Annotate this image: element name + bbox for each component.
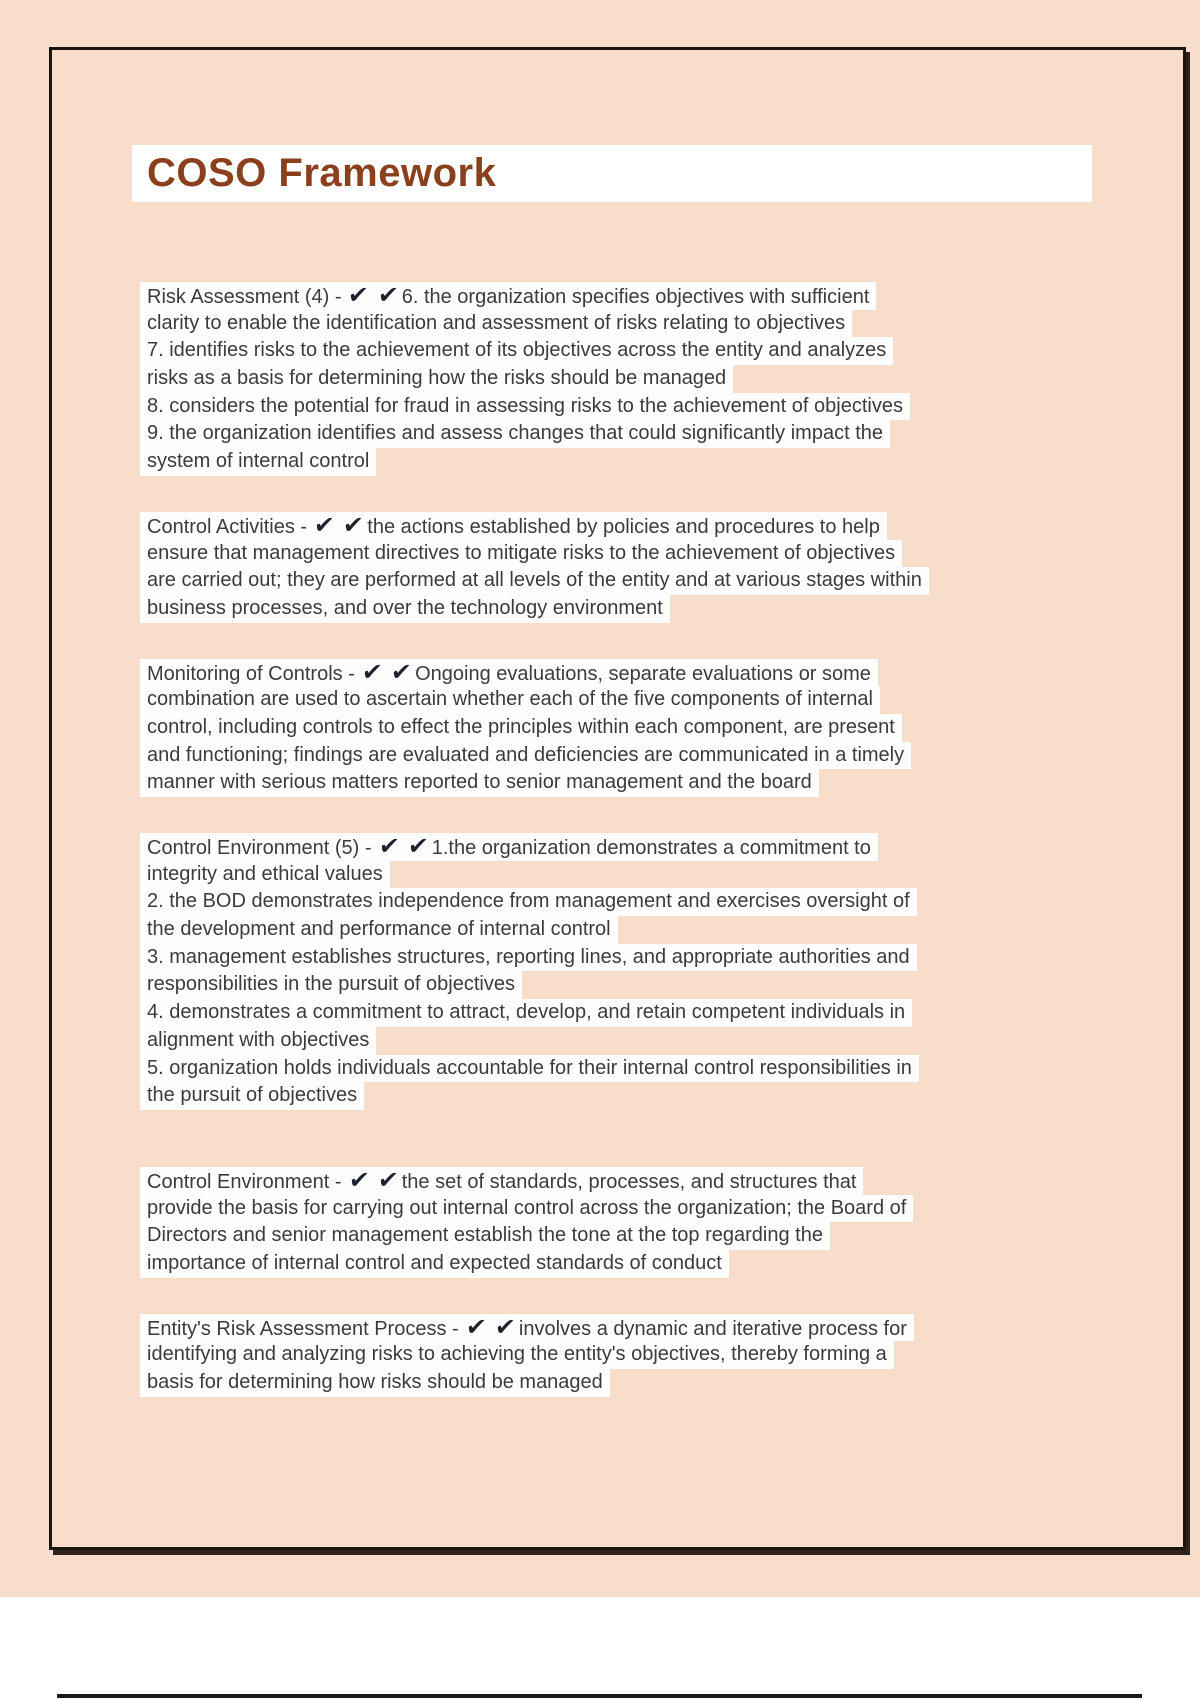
entry-line: [140, 1027, 1090, 1055]
check-icons: [377, 832, 430, 860]
highlight: manner with serious matters reported to senior management and the board: [140, 769, 819, 797]
check-icon: ✔: [347, 281, 371, 309]
entry-first-line: [140, 512, 1090, 540]
highlight: combination are used to ascertain whether each of the five components of internal: [140, 686, 880, 714]
definition-first-line: the set of standards, processes, and structures that: [401, 1170, 857, 1193]
definition-first-line: the actions established by policies and procedures to help: [367, 515, 880, 538]
entry-line: [140, 916, 1090, 944]
highlight: control, including controls to effect the principles within each component, are present: [140, 714, 902, 742]
highlight: clarity to enable the identification and assessment of risks relating to objectives: [140, 310, 852, 338]
definition-entry: [140, 512, 1090, 623]
highlight: [140, 659, 878, 687]
entry-first-line: [140, 1167, 1090, 1195]
entry-line: [140, 393, 1090, 421]
highlight: are carried out; they are performed at all levels of the entity and at various stages within: [140, 567, 929, 595]
highlight: and functioning; findings are evaluated and deficiencies are communicated in a timely: [140, 742, 911, 770]
entry-line: [140, 420, 1090, 448]
highlight: 8. considers the potential for fraud in assessing risks to the achievement of objectives: [140, 393, 910, 421]
term-label: Control Environment (5) -: [147, 837, 372, 859]
entry-line: [140, 1250, 1090, 1278]
highlight: importance of internal control and expected standards of conduct: [140, 1250, 729, 1278]
check-icon: ✔: [376, 1165, 400, 1194]
check-icon: ✔: [493, 1312, 517, 1341]
check-icon: ✔: [464, 1312, 488, 1341]
highlight: the development and performance of internal control: [140, 916, 618, 944]
entry-line: [140, 714, 1090, 742]
definitions-list: [140, 282, 1090, 1397]
entry-line: [140, 1082, 1090, 1110]
definition-first-line: 6. the organization specifies objectives with sufficient: [401, 286, 870, 308]
check-icons: [312, 510, 365, 539]
entry-line: [140, 686, 1090, 714]
entry-line: [140, 1369, 1090, 1397]
highlight: ensure that management directives to mitigate risks to the achievement of objectives: [140, 540, 902, 568]
term-label: Entity's Risk Assessment Process -: [147, 1317, 459, 1340]
highlight: 7. identifies risks to the achievement of its objectives across the entity and analyzes: [140, 337, 893, 365]
entry-line: [140, 861, 1090, 889]
entry-line: [140, 365, 1090, 393]
highlight: [140, 1167, 863, 1195]
page-title: COSO Framework: [147, 151, 497, 195]
definition-entry: [140, 1167, 1090, 1278]
check-icons: [360, 657, 413, 686]
entry-line: [140, 971, 1090, 999]
highlight: 5. organization holds individuals accountable for their internal control responsibilities in: [140, 1055, 919, 1083]
entry-line: [140, 769, 1090, 797]
entry-line: [140, 337, 1090, 365]
highlight: [140, 1314, 914, 1342]
highlight: responsibilities in the pursuit of objectives: [140, 971, 522, 999]
entry-first-line: [140, 282, 1090, 310]
highlight: 9. the organization identifies and assess changes that could significantly impact the: [140, 420, 890, 448]
title-bar: [132, 145, 1092, 202]
highlight: identifying and analyzing risks to achieving the entity's objectives, thereby forming a: [140, 1341, 894, 1369]
entry-line: [140, 567, 1090, 595]
entry-line: [140, 540, 1090, 568]
check-icon: ✔: [376, 281, 400, 309]
highlight: business processes, and over the technology environment: [140, 595, 670, 623]
next-card-top-edge: [57, 1694, 1142, 1698]
check-icon: ✔: [312, 510, 336, 539]
entry-line: [140, 742, 1090, 770]
check-icon: ✔: [360, 657, 384, 686]
check-icons: [347, 281, 400, 309]
check-icon: ✔: [341, 510, 365, 539]
definition-first-line: involves a dynamic and iterative process for: [518, 1317, 907, 1340]
entry-line: [140, 1222, 1090, 1250]
highlight: Directors and senior management establish the tone at the top regarding the: [140, 1222, 830, 1250]
entry-first-line: [140, 659, 1090, 687]
check-icon: ✔: [406, 832, 430, 860]
definition-entry: [140, 282, 1090, 476]
entry-line: [140, 448, 1090, 476]
entry-line: [140, 310, 1090, 338]
check-icons: [347, 1165, 400, 1194]
entry-line: [140, 1341, 1090, 1369]
highlight: integrity and ethical values: [140, 861, 390, 889]
entry-first-line: [140, 833, 1090, 861]
entry-first-line: [140, 1314, 1090, 1342]
term-label: Risk Assessment (4) -: [147, 286, 342, 308]
highlight: [140, 833, 878, 861]
entry-line: [140, 944, 1090, 972]
definition-first-line: Ongoing evaluations, separate evaluations or some: [415, 662, 871, 685]
check-icon: ✔: [389, 657, 413, 686]
entry-line: [140, 1055, 1090, 1083]
term-label: Control Activities -: [147, 515, 308, 538]
check-icon: ✔: [347, 1165, 371, 1194]
entry-line: [140, 595, 1090, 623]
highlight: 2. the BOD demonstrates independence from management and exercises oversight of: [140, 888, 917, 916]
highlight: the pursuit of objectives: [140, 1082, 364, 1110]
definition-entry: [140, 659, 1090, 797]
highlight: alignment with objectives: [140, 1027, 376, 1055]
highlight: provide the basis for carrying out internal control across the organization; the Board of: [140, 1195, 913, 1223]
highlight: risks as a basis for determining how the risks should be managed: [140, 365, 733, 393]
highlight: [140, 282, 876, 310]
highlight: 4. demonstrates a commitment to attract, develop, and retain competent individuals in: [140, 999, 912, 1027]
check-icon: ✔: [377, 832, 401, 860]
term-label: Control Environment -: [147, 1170, 342, 1193]
highlight: 3. management establishes structures, reporting lines, and appropriate authorities and: [140, 944, 917, 972]
definition-entry: [140, 1314, 1090, 1397]
highlight: system of internal control: [140, 448, 376, 476]
highlight: basis for determining how risks should be managed: [140, 1369, 610, 1397]
term-label: Monitoring of Controls -: [147, 662, 355, 685]
entry-line: [140, 1195, 1090, 1223]
entry-line: [140, 888, 1090, 916]
definition-entry: [140, 833, 1090, 1110]
entry-line: [140, 999, 1090, 1027]
highlight: [140, 512, 887, 540]
check-icons: [464, 1312, 517, 1341]
definition-first-line: 1.the organization demonstrates a commitment to: [431, 837, 871, 859]
bottom-white-strip: [0, 1597, 1200, 1700]
